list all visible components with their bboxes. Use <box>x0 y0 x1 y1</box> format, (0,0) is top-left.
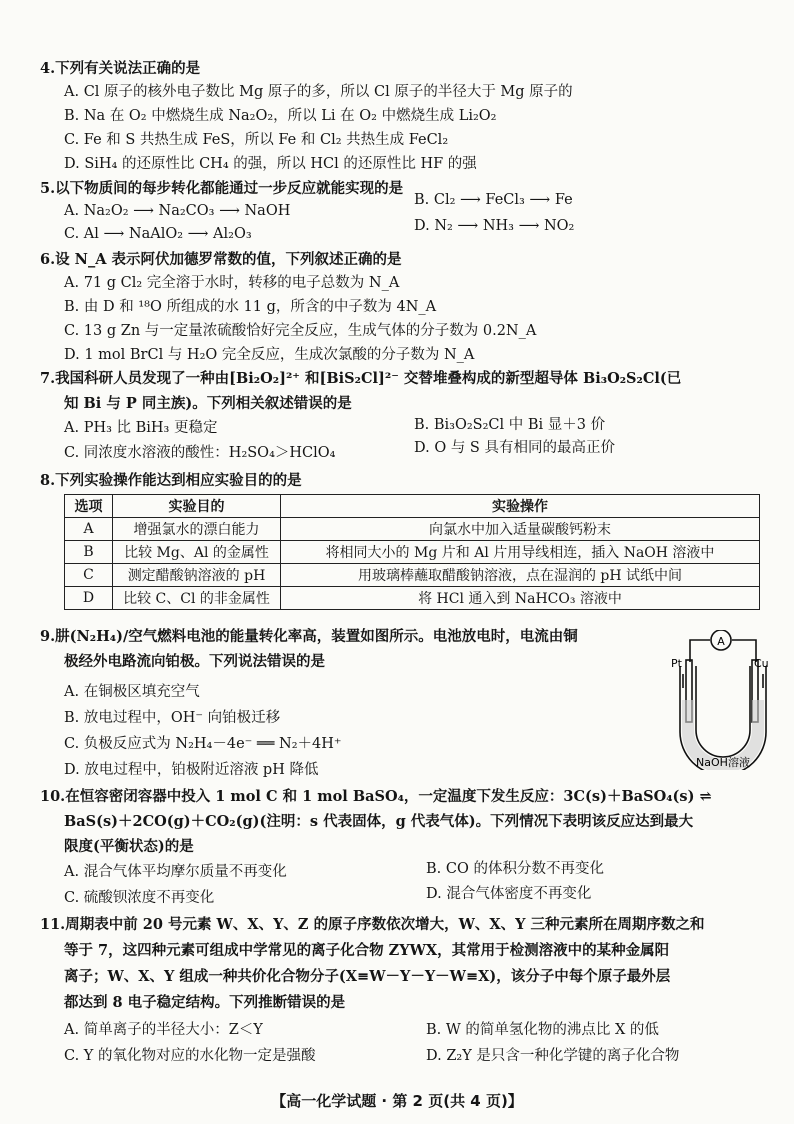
solution-label: NaOH溶液 <box>696 756 750 769</box>
q7-option-d: D. O 与 S 具有相同的最高正价 <box>414 440 615 456</box>
q6-option-a: A. 71 g Cl₂ 完全溶于水时，转移的电子总数为 N_A <box>64 275 400 291</box>
q5-option-a: A. Na₂O₂ ⟶ Na₂CO₃ ⟶ NaOH <box>64 203 291 219</box>
table-row <box>65 587 760 610</box>
q9-option-a: A. 在铜极区填充空气 <box>64 684 200 700</box>
q4-option-c: C. Fe 和 S 共热生成 FeS，所以 Fe 和 Cl₂ 共热生成 FeCl₂ <box>64 132 449 148</box>
q10-option-d: D. 混合气体密度不再变化 <box>426 886 592 902</box>
table-cell-option: D <box>65 587 113 610</box>
table-cell-option: A <box>65 518 113 541</box>
q7-option-b: B. Bi₃O₂S₂Cl 中 Bi 显＋3 价 <box>414 417 606 433</box>
table-row <box>65 564 760 587</box>
table-cell-option: B <box>65 541 113 564</box>
q9-option-d: D. 放电过程中，铂极附近溶液 pH 降低 <box>64 762 319 778</box>
table-cell-purpose: 增强氯水的漂白能力 <box>113 518 281 541</box>
q11-stem-line1: 11.周期表中前 20 号元素 W、X、Y、Z 的原子序数依次增大，W、X、Y 三种元素所在周期序数之和 <box>40 916 705 933</box>
q8-stem: 8.下列实验操作能达到相应实验目的的是 <box>40 472 302 489</box>
q9-stem-line1: 9.肼(N₂H₄)/空气燃料电池的能量转化率高，装置如图所示。电池放电时，电流由铜 <box>40 628 578 645</box>
table-cell-purpose: 比较 C、Cl 的非金属性 <box>113 587 281 610</box>
cu-electrode-label: Cu <box>754 657 769 670</box>
table-cell-operation: 用玻璃棒蘸取醋酸钠溶液，点在湿润的 pH 试纸中间 <box>281 564 760 587</box>
q5-option-c: C. Al ⟶ NaAlO₂ ⟶ Al₂O₃ <box>64 226 252 242</box>
q11-option-a: A. 简单离子的半径大小：Z＜Y <box>64 1022 263 1038</box>
table-cell-operation: 将相同大小的 Mg 片和 Al 片用导线相连，插入 NaOH 溶液中 <box>281 541 760 564</box>
q11-option-c: C. Y 的氧化物对应的水化物一定是强酸 <box>64 1048 316 1064</box>
q10-option-c: C. 硫酸钡浓度不再变化 <box>64 890 215 906</box>
q11-option-b: B. W 的简单氢化物的沸点比 X 的低 <box>426 1022 659 1038</box>
q11-stem-line2: 等于 7，这四种元素可组成中学常见的离子化合物 ZYWX，其常用于检测溶液中的某种金属阳 <box>64 942 670 959</box>
q7-stem-line2: 知 Bi 与 P 同主族)。下列相关叙述错误的是 <box>64 395 352 412</box>
table-cell-purpose: 比较 Mg、Al 的金属性 <box>113 541 281 564</box>
ammeter-label: A <box>717 635 725 648</box>
q9-stem-line2: 极经外电路流向铂极。下列说法错误的是 <box>64 653 325 670</box>
q5-option-d: D. N₂ ⟶ NH₃ ⟶ NO₂ <box>414 218 575 234</box>
q4-option-a: A. Cl 原子的核外电子数比 Mg 原子的多，所以 Cl 原子的半径大于 Mg 原子的 <box>64 84 573 100</box>
table-cell-purpose: 测定醋酸钠溶液的 pH <box>113 564 281 587</box>
q10-stem-line1: 10.在恒容密闭容器中投入 1 mol C 和 1 mol BaSO₄，一定温度下发生反应：3C(s)＋BaSO₄(s) ⇌ <box>40 788 712 805</box>
q4-stem: 4.下列有关说法正确的是 <box>40 60 201 77</box>
q10-option-a: A. 混合气体平均摩尔质量不再变化 <box>64 864 287 880</box>
fuel-cell-apparatus-diagram <box>668 630 778 770</box>
q5-option-b: B. Cl₂ ⟶ FeCl₃ ⟶ Fe <box>414 192 573 208</box>
q6-option-c: C. 13 g Zn 与一定量浓硫酸恰好完全反应，生成气体的分子数为 0.2N_A <box>64 323 537 339</box>
q9-option-b: B. 放电过程中，OH⁻ 向铂极迁移 <box>64 710 281 726</box>
q7-stem-line1: 7.我国科研人员发现了一种由[Bi₂O₂]²⁺ 和[BiS₂Cl]²⁻ 交替堆叠构成的新型超导体 Bi₃O₂S₂Cl(已 <box>40 370 682 387</box>
table-cell-option: C <box>65 564 113 587</box>
table-row <box>65 518 760 541</box>
q7-option-c: C. 同浓度水溶液的酸性：H₂SO₄＞HClO₄ <box>64 445 336 461</box>
q6-stem: 6.设 N_A 表示阿伏加德罗常数的值，下列叙述正确的是 <box>40 251 402 268</box>
experiment-table <box>64 494 760 610</box>
q6-option-d: D. 1 mol BrCl 与 H₂O 完全反应，生成次氯酸的分子数为 N_A <box>64 347 475 363</box>
q4-option-b: B. Na 在 O₂ 中燃烧生成 Na₂O₂，所以 Li 在 O₂ 中燃烧生成 Li₂O₂ <box>64 108 497 124</box>
q6-option-b: B. 由 D 和 ¹⁸O 所组成的水 11 g，所含的中子数为 4N_A <box>64 299 437 315</box>
table-header-purpose: 实验目的 <box>113 495 281 518</box>
page-footer: 【高一化学试题 · 第 2 页(共 4 页)】 <box>271 1092 523 1110</box>
table-header-option: 选项 <box>65 495 113 518</box>
q4-option-d: D. SiH₄ 的还原性比 CH₄ 的强，所以 HCl 的还原性比 HF 的强 <box>64 156 477 172</box>
q11-stem-line4: 都达到 8 电子稳定结构。下列推断错误的是 <box>64 994 346 1011</box>
q7-option-a: A. PH₃ 比 BiH₃ 更稳定 <box>64 420 218 436</box>
table-cell-operation: 向氯水中加入适量碳酸钙粉末 <box>281 518 760 541</box>
q5-stem: 5.以下物质间的每步转化都能通过一步反应就能实现的是 <box>40 180 404 197</box>
pt-electrode-label: Pt <box>671 657 682 670</box>
table-header-operation: 实验操作 <box>281 495 760 518</box>
q10-option-b: B. CO 的体积分数不再变化 <box>426 861 604 877</box>
table-header-row <box>65 495 760 518</box>
q9-option-c: C. 负极反应式为 N₂H₄－4e⁻ ══ N₂＋4H⁺ <box>64 736 342 752</box>
q11-option-d: D. Z₂Y 是只含一种化学键的离子化合物 <box>426 1048 680 1064</box>
q11-stem-line3: 离子；W、X、Y 组成一种共价化合物分子(X≡W－Y－Y－W≡X)，该分子中每个原子最外层 <box>64 968 671 985</box>
table-row <box>65 541 760 564</box>
q10-stem-line3: 限度(平衡状态)的是 <box>64 838 194 855</box>
q10-stem-line2: BaS(s)＋2CO(g)＋CO₂(g)(注明：s 代表固体，g 代表气体)。下列情况下表明该反应达到最大 <box>64 813 694 830</box>
table-cell-operation: 将 HCl 通入到 NaHCO₃ 溶液中 <box>281 587 760 610</box>
